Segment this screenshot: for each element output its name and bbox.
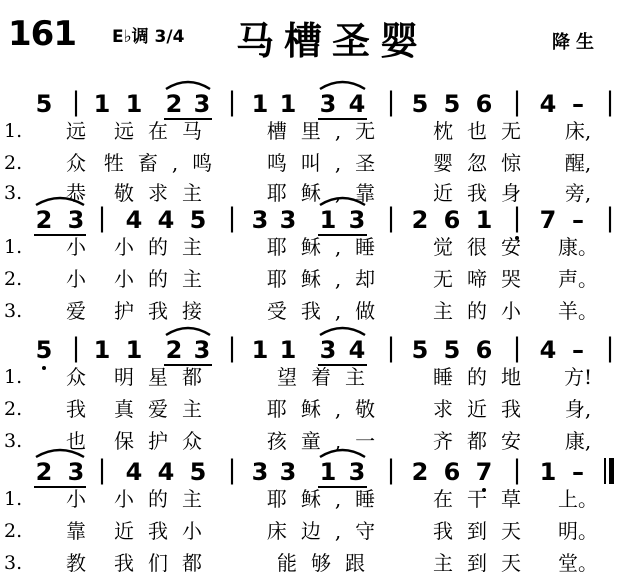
- note: 1: [539, 458, 557, 486]
- key-signature: E♭调 3/4: [112, 27, 185, 47]
- note: 1: [93, 90, 111, 118]
- lyric-syllables: 我到天: [433, 519, 535, 543]
- lyric-syllables: 我: [66, 397, 86, 421]
- note: 2: [35, 206, 53, 234]
- lyric-syllables: 无啼哭: [433, 267, 535, 291]
- barline: |: [605, 87, 615, 117]
- barline: |: [512, 455, 522, 485]
- lyric-syllables: 我们都: [114, 551, 216, 575]
- note: 3: [193, 336, 211, 364]
- barline: |: [386, 203, 396, 233]
- note: 2: [35, 458, 53, 486]
- verse-number: 3.: [4, 182, 23, 204]
- lyric-syllables: 明。: [558, 519, 598, 543]
- lyric-syllables: 康。: [558, 235, 598, 259]
- note: 4: [125, 458, 143, 486]
- notation-line-4: [0, 452, 624, 488]
- slur: [318, 446, 367, 458]
- lyric-syllables: 爱: [66, 299, 86, 323]
- lyric-syllables: 恭: [66, 181, 86, 205]
- slur: [318, 324, 367, 336]
- note: 3: [279, 206, 297, 234]
- barline: |: [512, 333, 522, 363]
- lyric-line-s2-v1: [0, 234, 624, 260]
- note: 5: [35, 90, 53, 118]
- lyric-syllables: 槽里,无: [266, 119, 390, 143]
- note: 2: [165, 336, 183, 364]
- slur: [34, 446, 86, 458]
- verse-number: 2.: [4, 398, 23, 420]
- note: 4: [539, 336, 557, 364]
- lyric-line-s3-v2: [0, 396, 624, 422]
- verse-number: 1.: [4, 236, 23, 258]
- note: 7: [539, 206, 557, 234]
- hold-dash: –: [572, 90, 584, 118]
- lyric-syllables: 床边,守: [266, 519, 390, 543]
- barline: |: [97, 455, 107, 485]
- lyric-syllables: 远在马: [114, 119, 216, 143]
- barline: |: [512, 87, 522, 117]
- lyric-syllables: 众: [66, 365, 86, 389]
- note: 4: [539, 90, 557, 118]
- note: 3: [251, 458, 269, 486]
- lyric-line-s2-v3: [0, 298, 624, 324]
- note: 3: [193, 90, 211, 118]
- barline: |: [97, 203, 107, 233]
- note: 1: [319, 206, 337, 234]
- note: 1: [93, 336, 111, 364]
- verse-number: 2.: [4, 520, 23, 542]
- note: 1: [279, 90, 297, 118]
- slur: [318, 78, 367, 90]
- lyric-syllables: 保护众: [114, 429, 216, 453]
- lyric-line-s3-v1: [0, 364, 624, 390]
- lyric-syllables: 康,: [564, 429, 592, 453]
- note: 1: [475, 206, 493, 234]
- note: 1: [251, 336, 269, 364]
- slur: [318, 194, 367, 206]
- barline: |: [512, 203, 522, 233]
- verse-number: 1.: [4, 366, 23, 388]
- barline: |: [605, 203, 615, 233]
- lyric-syllables: 旁,: [564, 181, 592, 205]
- lyric-syllables: 在干草: [433, 487, 535, 511]
- lyric-syllables: 能够跟: [277, 551, 379, 575]
- lyric-syllables: 孩童,一: [266, 429, 390, 453]
- lyric-syllables: 小: [66, 267, 86, 291]
- note: 5: [411, 90, 429, 118]
- note: 4: [348, 336, 366, 364]
- barline: |: [605, 333, 615, 363]
- barline: |: [71, 87, 81, 117]
- lyric-syllables: 主的小: [433, 299, 535, 323]
- note: 4: [348, 90, 366, 118]
- note: 1: [251, 90, 269, 118]
- lyric-syllables: 近我小: [114, 519, 216, 543]
- note: 4: [157, 206, 175, 234]
- notation-line-2: [0, 200, 624, 236]
- lyric-line-s3-v3: [0, 428, 624, 454]
- lyric-syllables: 小的主: [114, 267, 216, 291]
- hold-dash: –: [572, 458, 584, 486]
- barline: |: [386, 87, 396, 117]
- lyric-syllables: 护我接: [114, 299, 216, 323]
- verse-number: 2.: [4, 268, 23, 290]
- barline: |: [227, 333, 237, 363]
- lyric-syllables: 方!: [563, 365, 593, 389]
- lyric-syllables: 靠: [66, 519, 86, 543]
- barline: |: [227, 203, 237, 233]
- barline: |: [386, 455, 396, 485]
- note: 3: [319, 336, 337, 364]
- note: 1: [125, 90, 143, 118]
- hymn-number: 161: [8, 14, 76, 54]
- verse-number: 3.: [4, 552, 23, 574]
- hymn-occasion: 降生: [552, 32, 600, 53]
- note: 3: [251, 206, 269, 234]
- lyric-syllables: 堂。: [558, 551, 598, 575]
- lyric-syllables: 睡的地: [433, 365, 535, 389]
- lyric-syllables: 小: [66, 235, 86, 259]
- note: 6: [443, 458, 461, 486]
- lyric-line-s4-v2: [0, 518, 624, 544]
- hold-dash: –: [572, 206, 584, 234]
- lyric-syllables: 牲畜,鸣: [103, 151, 227, 175]
- lyric-syllables: 耶稣,敬: [266, 397, 390, 421]
- note: 5: [443, 90, 461, 118]
- hymn-title: 马槽圣婴: [236, 19, 429, 63]
- lyric-syllables: 醒,: [564, 151, 592, 175]
- lyric-line-s1-v1: [0, 118, 624, 144]
- slur: [164, 324, 212, 336]
- lyric-syllables: 耶稣,却: [266, 267, 390, 291]
- lyric-syllables: 明星都: [114, 365, 216, 389]
- lyric-syllables: 求近我: [433, 397, 535, 421]
- lyric-syllables: 小的主: [114, 487, 216, 511]
- lyric-syllables: 声。: [558, 267, 598, 291]
- note: 7: [475, 458, 493, 486]
- note: 1: [125, 336, 143, 364]
- notation-line-1: [0, 84, 624, 120]
- verse-number: 1.: [4, 120, 23, 142]
- barline: |: [227, 455, 237, 485]
- lyric-syllables: 小: [66, 487, 86, 511]
- note: 3: [319, 90, 337, 118]
- lyric-syllables: 主到天: [433, 551, 535, 575]
- note: 2: [411, 458, 429, 486]
- barline: |: [71, 333, 81, 363]
- lyric-syllables: 耶稣,睡: [266, 487, 390, 511]
- lyric-syllables: 也: [66, 429, 86, 453]
- note: 5: [35, 336, 53, 364]
- lyric-syllables: 耶稣,睡: [266, 235, 390, 259]
- lyric-syllables: 羊。: [558, 299, 598, 323]
- lyric-line-s1-v2: [0, 150, 624, 176]
- lyric-syllables: 教: [66, 551, 86, 575]
- verse-number: 1.: [4, 488, 23, 510]
- lyric-syllables: 枕也无: [433, 119, 535, 143]
- note: 3: [348, 206, 366, 234]
- lyric-line-s4-v3: [0, 550, 624, 576]
- note: 3: [67, 206, 85, 234]
- note: 6: [475, 90, 493, 118]
- lyric-syllables: 小的主: [114, 235, 216, 259]
- note: 5: [189, 206, 207, 234]
- lyric-syllables: 望着主: [277, 365, 379, 389]
- barline: |: [386, 333, 396, 363]
- note: 6: [443, 206, 461, 234]
- lyric-syllables: 近我身: [433, 181, 535, 205]
- lyric-line-s4-v1: [0, 486, 624, 512]
- lyric-syllables: 床,: [564, 119, 592, 143]
- note: 1: [319, 458, 337, 486]
- note: 4: [125, 206, 143, 234]
- note: 2: [411, 206, 429, 234]
- lyric-syllables: 觉很安: [433, 235, 535, 259]
- note: 5: [411, 336, 429, 364]
- lyric-line-s2-v2: [0, 266, 624, 292]
- verse-number: 2.: [4, 152, 23, 174]
- verse-number: 3.: [4, 430, 23, 452]
- note: 3: [279, 458, 297, 486]
- lyric-syllables: 齐都安: [433, 429, 535, 453]
- note: 5: [443, 336, 461, 364]
- verse-number: 3.: [4, 300, 23, 322]
- lyric-syllables: 众: [66, 151, 86, 175]
- lyric-syllables: 耶稣,靠: [266, 181, 390, 205]
- note: 1: [279, 336, 297, 364]
- lyric-syllables: 真爱主: [114, 397, 216, 421]
- barline: |: [227, 87, 237, 117]
- slur: [34, 194, 86, 206]
- lyric-syllables: 身,: [564, 397, 592, 421]
- lyric-syllables: 婴忽惊: [433, 151, 535, 175]
- notation-line-3: [0, 330, 624, 366]
- lyric-syllables: 受我,做: [266, 299, 390, 323]
- lyric-syllables: 远: [66, 119, 86, 143]
- hold-dash: –: [572, 336, 584, 364]
- lyric-syllables: 敬求主: [114, 181, 216, 205]
- lyric-syllables: 上。: [558, 487, 598, 511]
- note: 5: [189, 458, 207, 486]
- note: 4: [157, 458, 175, 486]
- slur: [164, 78, 212, 90]
- lyric-syllables: 鸣叫,圣: [266, 151, 390, 175]
- note: 3: [67, 458, 85, 486]
- note: 6: [475, 336, 493, 364]
- note: 2: [165, 90, 183, 118]
- note: 3: [348, 458, 366, 486]
